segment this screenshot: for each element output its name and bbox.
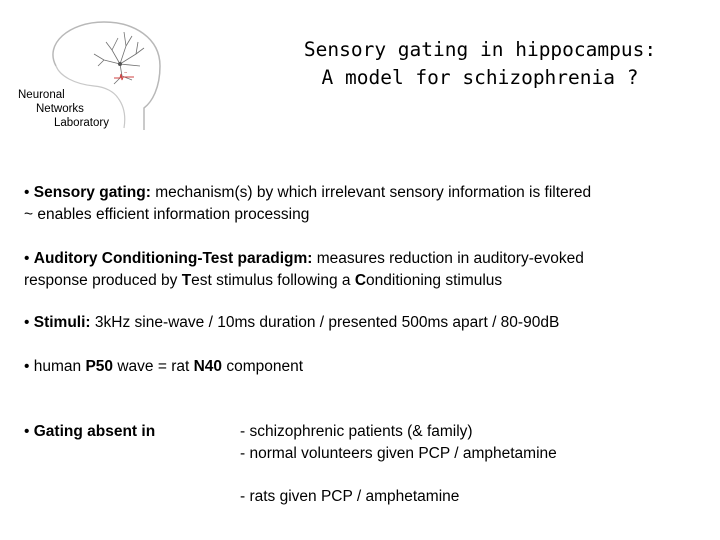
bullet-mark: •: [24, 250, 30, 267]
bullet-stimuli: [24, 312, 559, 334]
list-item: - schizophrenic patients (& family): [240, 423, 473, 440]
bullet-sensory-gating: [24, 182, 591, 226]
bullet-mark: •: [24, 314, 30, 331]
bullet-term: Stimuli:: [33, 314, 91, 331]
list-item: - rats given PCP / amphetamine: [240, 488, 460, 505]
svg-text:~: ~: [124, 70, 128, 75]
title-line-2: A model for schizophrenia ?: [321, 66, 639, 89]
list-item: - normal volunteers given PCP / amphetamine: [240, 445, 557, 462]
bullet-term: Auditory Conditioning-Test paradigm:: [33, 250, 313, 267]
lab-logo: [14, 14, 164, 134]
bullet-p50-n40: [24, 356, 303, 378]
bullet-text-continued: est stimulus following a: [191, 272, 355, 289]
logo-line-neuronal: Neuronal: [18, 89, 65, 101]
bullet-text: mechanism(s) by which irrelevant sensory information is filtered: [150, 184, 592, 201]
bullet-text: measures reduction in auditory-evoked: [312, 250, 584, 267]
gating-absent-list-rats: [240, 486, 459, 508]
page-title: [270, 36, 690, 92]
bullet-text-continued: onditioning stimulus: [366, 272, 503, 289]
bullet-mark: •: [24, 423, 30, 440]
title-line-1: Sensory gating in hippocampus:: [303, 38, 657, 61]
bullet-gating-absent: [24, 421, 155, 443]
bullet-text: human: [29, 358, 86, 375]
logo-line-laboratory: Laboratory: [54, 117, 109, 129]
bullet-text: wave = rat: [113, 358, 194, 375]
logo-line-networks: Networks: [36, 103, 84, 115]
test-letter: T: [181, 272, 192, 289]
bullet-text: component: [222, 358, 304, 375]
bullet-text: 3kHz sine-wave / 10ms duration / presented 500ms apart / 80-90dB: [90, 314, 560, 331]
n40-label: N40: [193, 358, 223, 375]
bullet-term: Gating absent in: [33, 423, 156, 440]
gating-absent-list: [240, 421, 557, 465]
bullet-mark: •: [24, 184, 30, 201]
bullet-term: Sensory gating:: [33, 184, 151, 201]
p50-label: P50: [85, 358, 114, 375]
bullet-text-continued: ~ enables efficient information processing: [24, 206, 310, 223]
conditioning-letter: C: [354, 272, 367, 289]
bullet-auditory-paradigm: [24, 248, 584, 292]
bullet-text-continued: response produced by: [24, 272, 182, 289]
bullet-mark: •: [24, 358, 30, 375]
